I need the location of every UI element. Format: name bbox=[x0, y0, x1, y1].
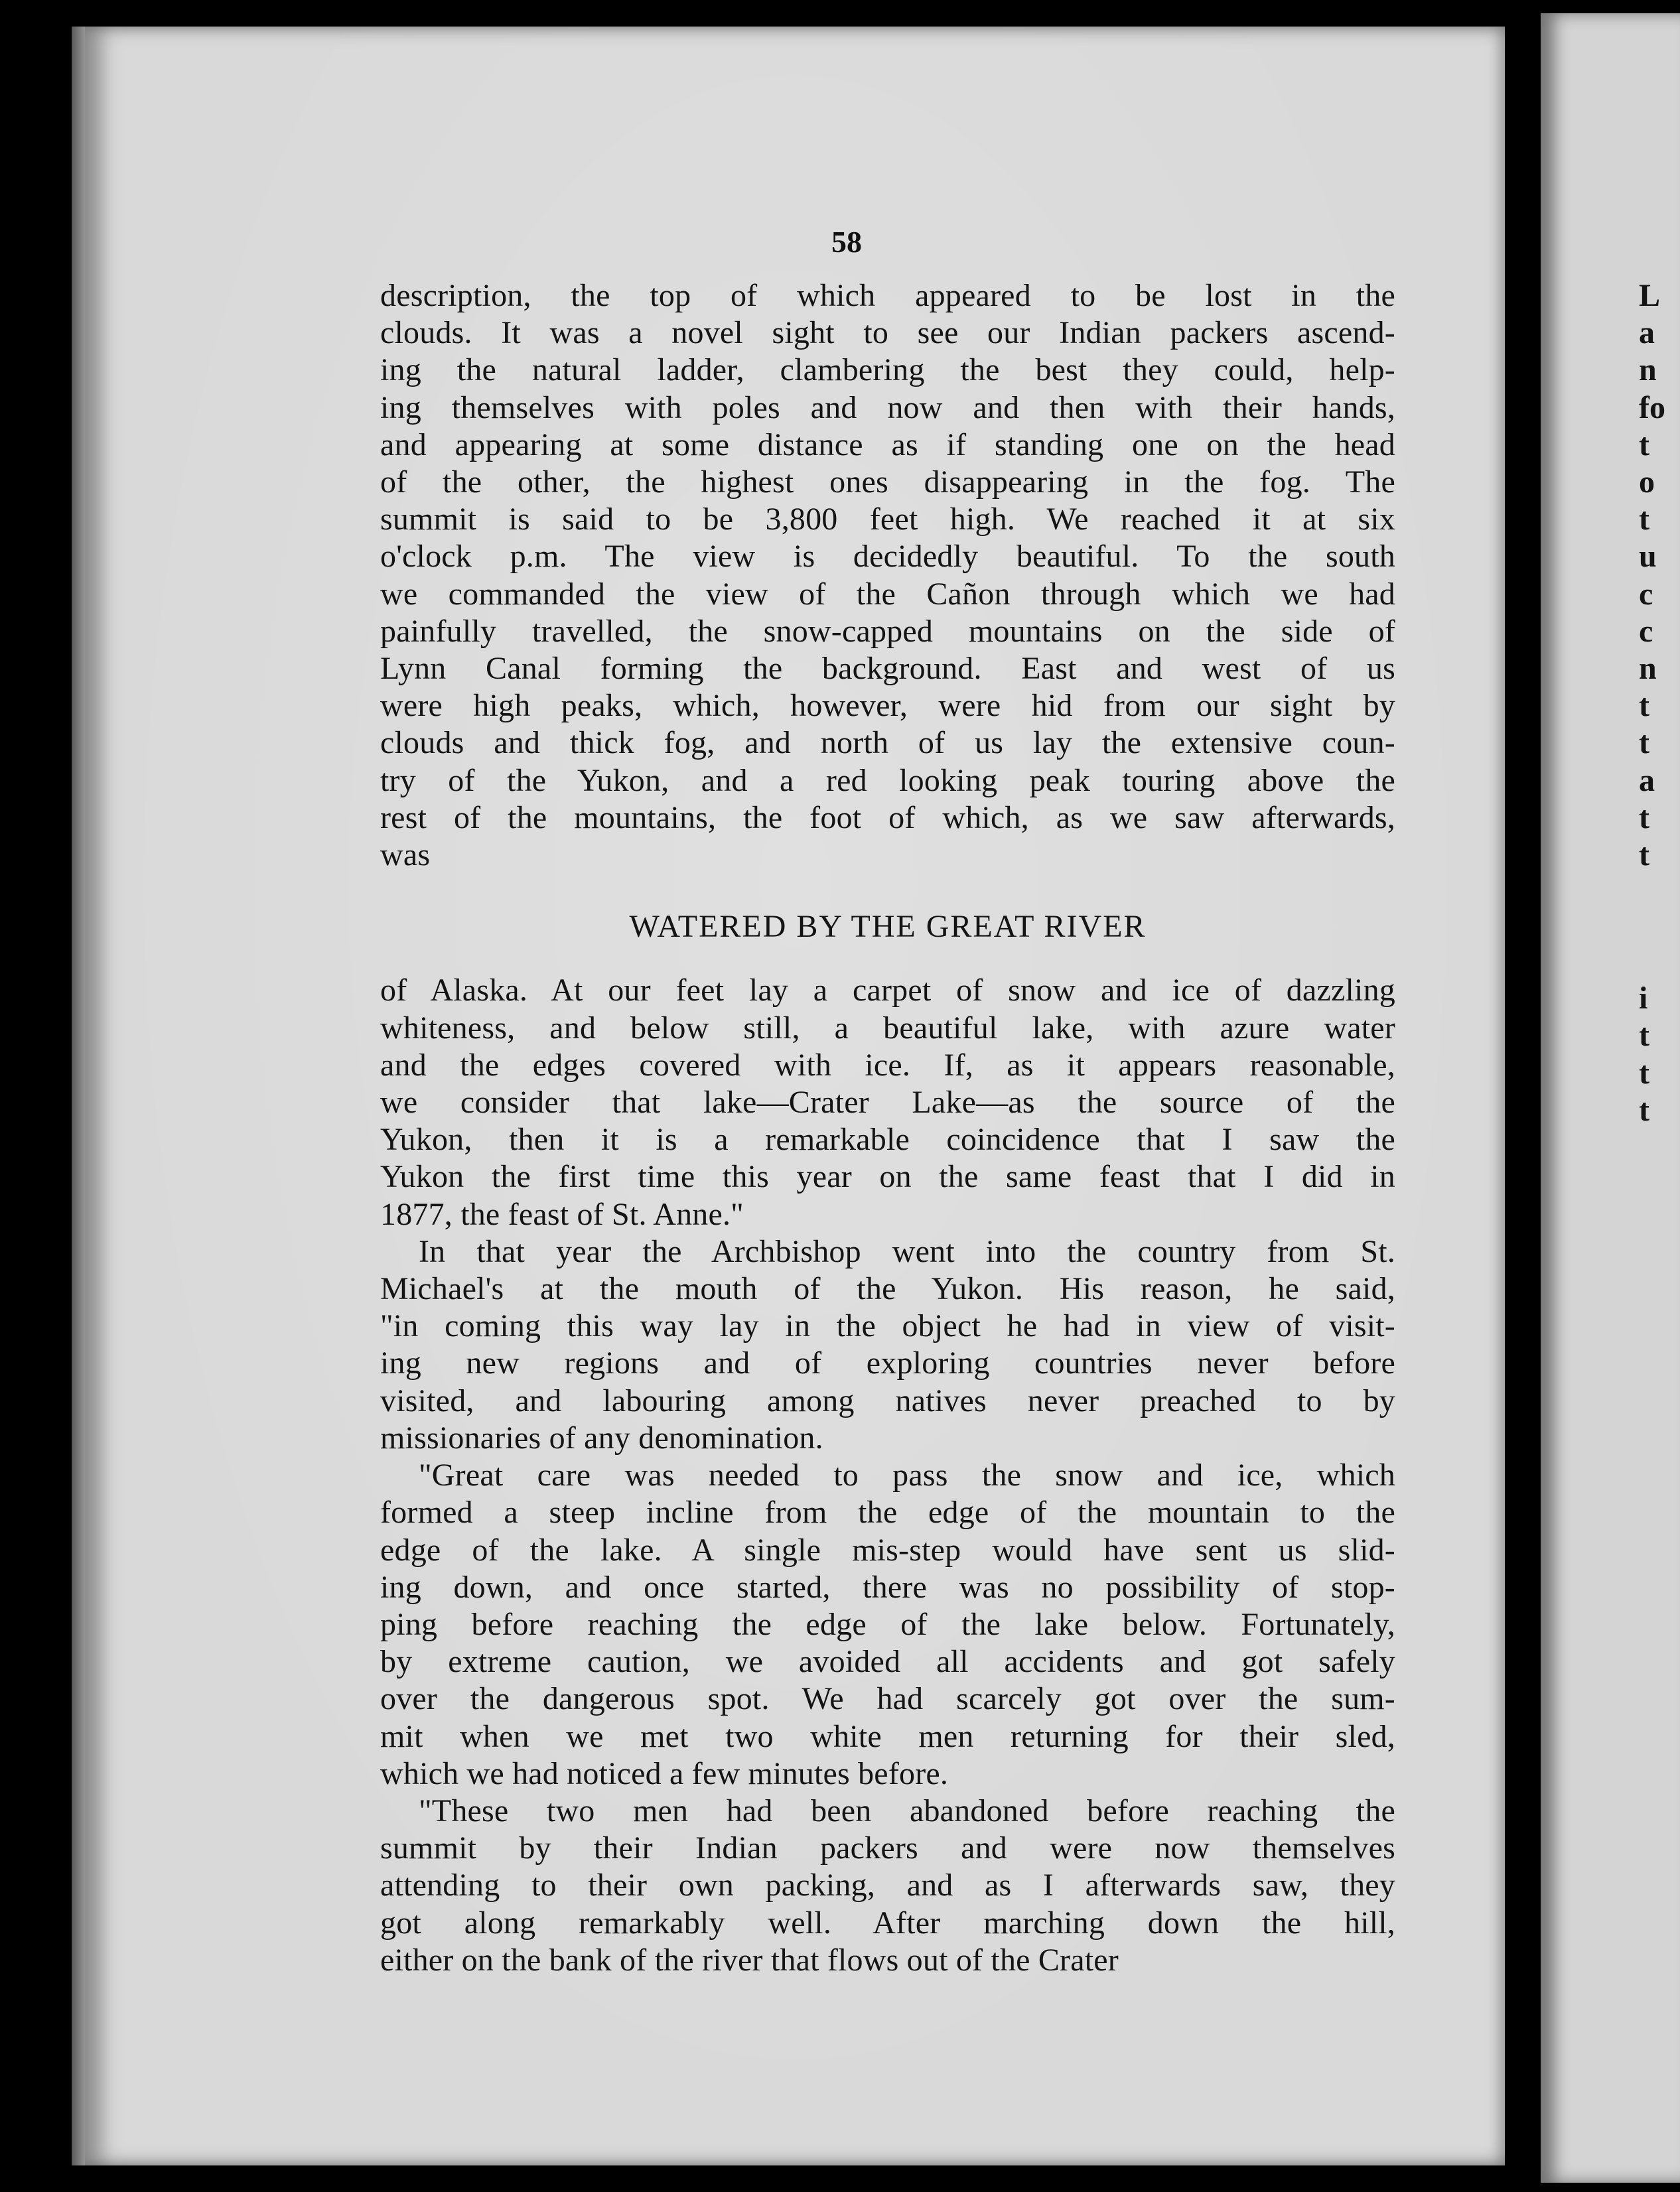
text-line: Yukon, then it is a remarkable coincidence that I saw the bbox=[380, 1122, 1395, 1158]
text-line: was bbox=[380, 837, 431, 873]
text-line: "in coming this way lay in the object he had in view of visit- bbox=[380, 1308, 1395, 1344]
text-line: painfully travelled, the snow-capped mountains on the side of bbox=[380, 613, 1395, 649]
text-line: try of the Yukon, and a red looking peak touring above the bbox=[380, 762, 1395, 798]
facing-page-letter: t bbox=[1639, 1092, 1649, 1128]
facing-page-letter: fo bbox=[1639, 389, 1665, 425]
text-line: summit is said to be 3,800 feet high. We reached it at six bbox=[380, 502, 1395, 537]
facing-page-letter: o bbox=[1639, 464, 1655, 500]
facing-page-letter: t bbox=[1639, 502, 1649, 537]
page-number: 58 bbox=[831, 225, 862, 259]
text-line: "Great care was needed to pass the snow and ice, which bbox=[419, 1458, 1395, 1493]
text-line: "These two men had been abandoned before reaching the bbox=[419, 1793, 1395, 1828]
text-line: either on the bank of the river that flows out of the Crater bbox=[380, 1942, 1119, 1978]
top-paragraphs bbox=[380, 277, 1395, 874]
text-line: of Alaska. At our feet lay a carpet of snow and ice of dazzling bbox=[380, 973, 1395, 1008]
text-line: were high peaks, which, however, were hid from our sight by bbox=[380, 688, 1395, 724]
text-line: mit when we met two white men returning for their sled, bbox=[380, 1718, 1395, 1754]
text-line: summit by their Indian packers and were now themselves bbox=[380, 1830, 1395, 1866]
facing-page-letter: i bbox=[1639, 981, 1648, 1016]
text-line: and appearing at some distance as if standing one on the head bbox=[380, 427, 1395, 462]
paragraph bbox=[380, 1233, 1395, 1457]
text-line: ing down, and once started, there was no possibility of stop- bbox=[380, 1569, 1395, 1605]
text-line: 1877, the feast of St. Anne." bbox=[380, 1196, 744, 1232]
facing-page-letter: a bbox=[1639, 315, 1655, 351]
section-heading: WATERED BY THE GREAT RIVER bbox=[629, 909, 1147, 945]
paragraph bbox=[380, 277, 1395, 874]
text-line: visited, and labouring among natives never preached to by bbox=[380, 1383, 1395, 1418]
text-line: ing new regions and of exploring countries never before bbox=[380, 1345, 1395, 1381]
text-line: description, the top of which appeared to be lost in the bbox=[380, 278, 1395, 313]
text-line: by extreme caution, we avoided all accidents and got safely bbox=[380, 1644, 1395, 1680]
paragraph bbox=[380, 972, 1395, 1233]
facing-page-letter: c bbox=[1639, 576, 1653, 612]
facing-page-text-fragment bbox=[1639, 277, 1679, 1129]
text-line: rest of the mountains, the foot of which, as we saw afterwards, bbox=[380, 799, 1395, 835]
text-line: Michael's at the mouth of the Yukon. His reason, he said, bbox=[380, 1271, 1395, 1307]
text-line: Yukon the first time this year on the same feast that I did in bbox=[380, 1159, 1395, 1195]
text-line: ing the natural ladder, clambering the best they could, help- bbox=[380, 352, 1395, 388]
facing-page-letter: a bbox=[1639, 762, 1655, 798]
facing-page-letter: n bbox=[1639, 651, 1657, 687]
text-line: we consider that lake—Crater Lake—as the source of the bbox=[380, 1085, 1395, 1121]
facing-page-letter: u bbox=[1639, 539, 1657, 575]
text-line: missionaries of any denomination. bbox=[380, 1420, 823, 1456]
facing-page-letter: t bbox=[1639, 688, 1649, 724]
text-line: edge of the lake. A single mis-step would have sent us slid- bbox=[380, 1532, 1395, 1568]
facing-page-letter: t bbox=[1639, 1055, 1649, 1091]
paragraph bbox=[380, 1457, 1395, 1793]
facing-page-letter: t bbox=[1639, 725, 1649, 761]
text-line: o'clock p.m. The view is decidedly beautiful. To the south bbox=[380, 539, 1395, 575]
text-line: Lynn Canal forming the background. East and west of us bbox=[380, 651, 1395, 687]
page-edge bbox=[72, 27, 86, 2165]
facing-page-letter: L bbox=[1639, 278, 1661, 313]
text-line: formed a steep incline from the edge of the mountain to the bbox=[380, 1495, 1395, 1531]
bottom-paragraphs bbox=[380, 972, 1395, 1978]
text-line: over the dangerous spot. We had scarcely got over the sum- bbox=[380, 1681, 1395, 1717]
facing-page-letter: t bbox=[1639, 799, 1649, 835]
paragraph bbox=[380, 1793, 1395, 1979]
text-line: of the other, the highest ones disappearing in the fog. The bbox=[380, 464, 1395, 500]
text-line: got along remarkably well. After marching down the hill, bbox=[380, 1905, 1395, 1941]
text-line: whiteness, and below still, a beautiful lake, with azure water bbox=[380, 1010, 1395, 1046]
facing-page-letter: c bbox=[1639, 613, 1653, 649]
facing-page-letter: t bbox=[1639, 837, 1649, 873]
facing-page-letter: n bbox=[1639, 352, 1657, 388]
text-line: ing themselves with poles and now and then with their hands, bbox=[380, 389, 1395, 425]
text-line: we commanded the view of the Cañon through which we had bbox=[380, 576, 1395, 612]
facing-page-letter: t bbox=[1639, 427, 1649, 462]
facing-page-gap bbox=[1639, 874, 1679, 980]
text-line: clouds. It was a novel sight to see our Indian packers ascend- bbox=[380, 315, 1395, 351]
text-line: and the edges covered with ice. If, as it appears reasonable, bbox=[380, 1047, 1395, 1083]
text-line: ping before reaching the edge of the lake below. Fortunately, bbox=[380, 1606, 1395, 1642]
facing-page-letter: t bbox=[1639, 1018, 1649, 1054]
text-line: which we had noticed a few minutes before. bbox=[380, 1755, 949, 1791]
text-line: clouds and thick fog, and north of us lay the extensive coun- bbox=[380, 725, 1395, 761]
body-text bbox=[380, 277, 1395, 1979]
text-line: In that year the Archbishop went into the country from St. bbox=[419, 1233, 1395, 1269]
text-line: attending to their own packing, and as I afterwards saw, they bbox=[380, 1868, 1395, 1903]
